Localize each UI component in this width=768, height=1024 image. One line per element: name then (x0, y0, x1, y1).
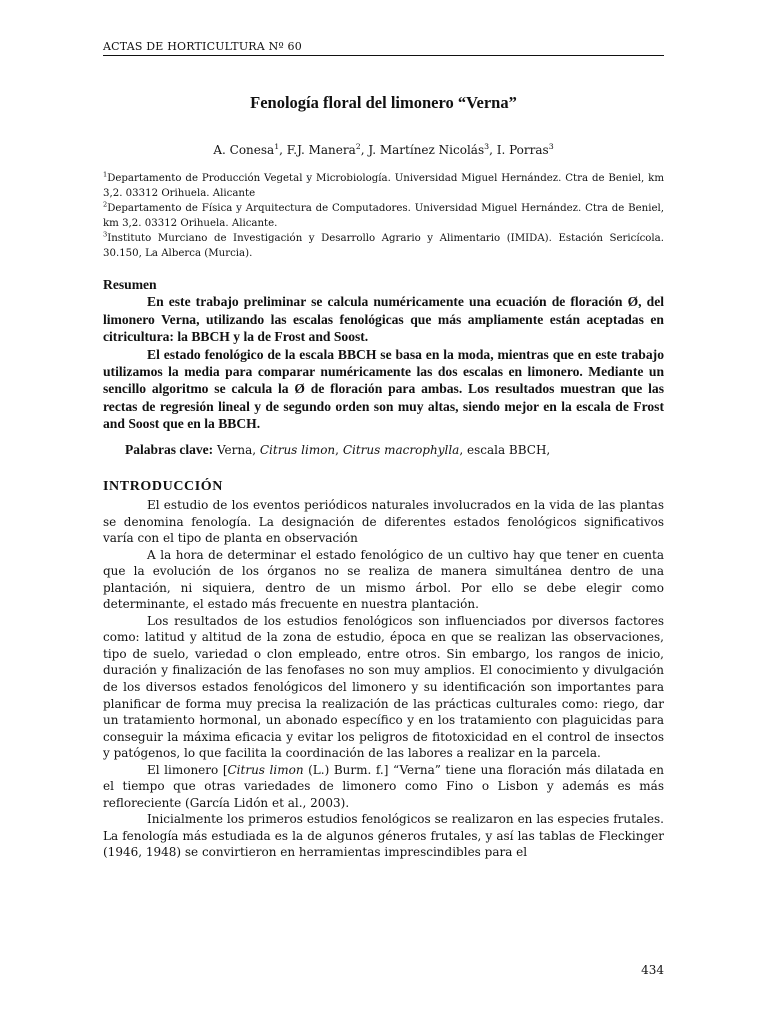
author: A. Conesa$^1$, (213, 142, 287, 157)
body-paragraph: Inicialmente los primeros estudios fenológicos se realizaron en las especies frutales. La fenología más estudiada es la de algunos géneros frutales, y así las tablas de Fleckinger (1946, 1948) se convirtieron en herramientas imprescindibles para el (103, 812, 664, 860)
abstract-heading: Resumen (103, 277, 157, 292)
running-head: ACTAS DE HORTICULTURA Nº 60 (103, 40, 664, 56)
author-list (103, 143, 664, 157)
introduction-body (103, 497, 664, 861)
keyword: escala BBCH, (466, 443, 551, 457)
abstract (103, 276, 664, 433)
keywords-label: Palabras clave: (125, 442, 214, 457)
page-number: 434 (641, 963, 664, 977)
keywords (103, 442, 664, 458)
keyword: Citrus limon, (259, 443, 343, 457)
author: J. Martínez Nicolás$^3$, (368, 142, 497, 157)
keyword: Verna, (216, 443, 260, 457)
affiliation: $^2$Departamento de Física y Arquitectura de Computadores. Universidad Miguel Hernández. Ctra de Beniel, km 3,2. 03312 Orihuela. Alicante. (103, 200, 664, 229)
author: F.J. Manera$^2$, (286, 142, 369, 157)
abstract-paragraph: En este trabajo preliminar se calcula numéricamente una ecuación de floración Ø, del limonero Verna, utilizando las escalas fenológicas que más ampliamente están aceptadas en citricultura: la BBCH y la de Frost and Soost. (103, 294, 664, 345)
keyword: Citrus macrophylla, (342, 443, 467, 457)
body-paragraph: Los resultados de los estudios fenológicos son influenciados por diversos factores como: latitud y altitud de la zona de estudio, época en que se realizan las observaciones, tipo de suelo, variedad o clon empleado, entre otros. Sin embargo, los rangos de inicio, duración y finalización de las fenofases no son muy amplios. El conocimiento y divulgación de los diversos estados fenológicos del limonero y su identificación son importantes para planificar de forma muy precisa la realización de las prácticas culturales como: riego, dar un tratamiento hormonal, un abonado específico y en los tratamiento con plaguicidas para conseguir la máxima eficacia y evitar los peligros de fitotoxicidad en el control de insectos y patógenos, lo que facilita la coordinación de las labores a realizar en la parcela. (103, 613, 664, 761)
body-paragraph: A la hora de determinar el estado fenológico de un cultivo hay que tener en cuenta que la evolución de los órganos no se realiza de manera simultánea dentro de una plantación, ni siquiera, dentro de un mismo árbol. Por ello se debe elegir como determinante, el estado más frecuente en nuestra plantación. (103, 547, 664, 612)
article-title: Fenología floral del limonero “Verna” (250, 93, 517, 112)
section-heading-introduccion: INTRODUCCIÓN (103, 479, 223, 494)
affiliation: $^1$Departamento de Producción Vegetal y Microbiología. Universidad Miguel Hernández. Ctra de Beniel, km 3,2. 03312 Orihuela. Alicante (103, 170, 664, 199)
affiliation: $^3$Instituto Murciano de Investigación y Desarrollo Agrario y Alimentario (IMIDA). Estación Sericícola. 30.150, La Alberca (Murcia). (103, 230, 664, 259)
affiliation-list (103, 171, 664, 261)
body-paragraph: El estudio de los eventos periódicos naturales involucrados en la vida de las plantas se denomina fenología. La designación de diferentes estados fenológicos significativos varía con el tipo de planta en observación (103, 498, 664, 546)
author: I. Porras$^3$ (496, 142, 554, 157)
abstract-paragraph: El estado fenológico de la escala BBCH se basa en la moda, mientras que en este trabajo utilizamos la media para comparar numéricamente las dos escalas en limonero. Mediante un sencillo algoritmo se calcula la Ø de floración para ambas. Los resultados muestran que las rectas de regresión lineal y de segundo orden son muy altas, siendo mejor en la escala de Frost and Soost que en la BBCH. (103, 346, 664, 432)
body-paragraph: El limonero [Citrus limon (L.) Burm. f.] “Verna” tiene una floración más dilatada en el tiempo que otras variedades de limonero como Fino o Lisbon y además es más reflorecientе (García Lidón et al., 2003). (103, 762, 664, 810)
